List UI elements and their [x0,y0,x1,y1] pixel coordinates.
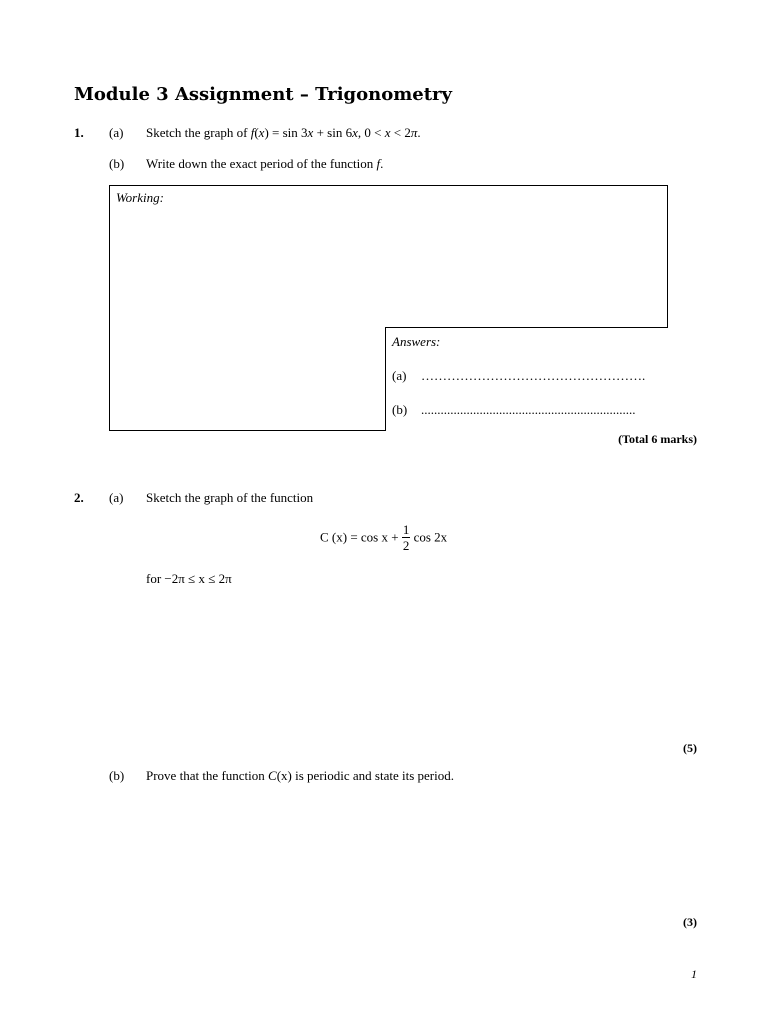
q1a-f: f [250,125,255,140]
q1a-x2: x [307,125,314,140]
q1a-plus: + sin 6 [313,125,353,140]
question-1-number: 1. [74,125,84,140]
q1b-dot: . [380,156,384,171]
q1a-range-post: < 2 [390,125,411,140]
q2a-marks: (5) [683,741,697,755]
working-label: Working: [116,190,164,205]
q2b-C: C [268,768,277,783]
q2-part-a-label: (a) [109,490,124,505]
q1a-pi: π [410,125,418,140]
q2b-marks: (3) [683,915,697,929]
q1a-range-pre: , 0 < [357,125,385,140]
q1-part-a-label: (a) [109,125,124,140]
answer-a-label: (a) [392,368,407,383]
q1a-x4: x [384,125,391,140]
q1a-eq: ) = sin 3 [264,125,308,140]
q2-part-a-text: Sketch the graph of the function [146,490,314,505]
q2-formula [320,522,447,553]
q1a-dot: . [417,125,421,140]
formula-lhs: C (x) = cos x + [320,529,402,545]
formula-denominator: 2 [402,538,410,553]
q1a-paren: ( [254,125,259,140]
q1a-x: x [258,125,265,140]
q2b-text-pre: Prove that the function [146,768,269,783]
working-box-bottom-border [109,430,386,431]
q1a-text-pre: Sketch the graph of [146,125,251,140]
q2b-text-post: is periodic and state its period. [291,768,454,783]
answer-b-blank[interactable]: .................................................................. [421,402,636,417]
q2b-x: (x) [276,768,292,783]
formula-rhs: cos 2x [410,529,448,545]
page-title: Module 3 Assignment – Trigonometry [74,84,452,105]
q2-part-b-text [146,768,454,784]
formula-numerator: 1 [402,522,410,537]
page-number: 1 [691,967,697,981]
answer-a-blank[interactable]: ……………………………………………. [421,368,646,383]
q2-domain-text: for −2π ≤ x ≤ 2π [146,571,232,586]
q1-total-marks: (Total 6 marks) [618,432,697,446]
q1b-f: f [376,156,381,171]
answers-label: Answers: [392,334,441,349]
working-box-lower[interactable] [109,327,386,431]
q1-part-a-text [146,125,421,141]
answer-b-label: (b) [392,402,408,417]
q1-part-b-text [146,156,383,172]
q1b-text: Write down the exact period of the function [146,156,377,171]
q1a-x3: x [352,125,358,140]
q2-part-b-label: (b) [109,768,125,783]
question-2-number: 2. [74,490,84,505]
q1-part-b-label: (b) [109,156,125,171]
working-box[interactable] [109,185,668,328]
